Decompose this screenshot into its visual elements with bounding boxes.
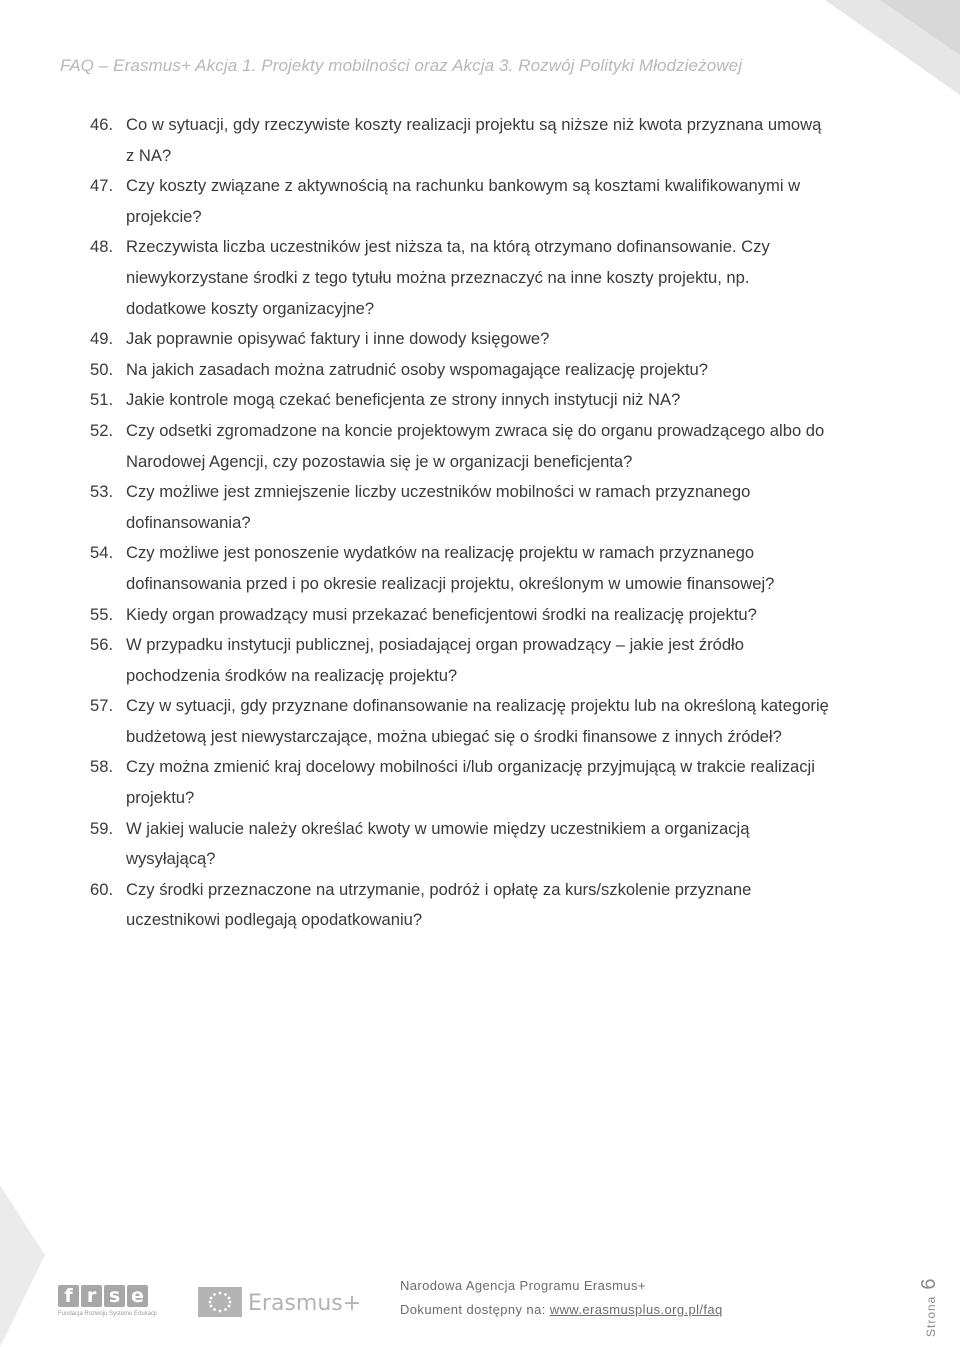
faq-item-question: Jakie kontrole mogą czekać beneficjenta ze strony innych instytucji niż NA? xyxy=(126,390,681,410)
faq-item xyxy=(90,385,830,416)
frse-logo xyxy=(58,1285,157,1325)
faq-item-question: Co w sytuacji, gdy rzeczywiste koszty realizacji projektu są niższe niż kwota przyznana umową z NA? xyxy=(126,115,822,165)
faq-item-number: 54. xyxy=(90,543,114,563)
faq-item-number: 55. xyxy=(90,604,114,624)
faq-item xyxy=(90,600,830,631)
frse-letter-box: f xyxy=(58,1285,79,1307)
document-header: FAQ – Erasmus+ Akcja 1. Projekty mobilności oraz Akcja 3. Rozwój Polityki Młodzieżowej xyxy=(60,56,743,75)
page-number: 6 xyxy=(918,1278,940,1290)
footer-doc-prefix: Dokument dostępny na: xyxy=(400,1302,550,1317)
frse-letter-box: e xyxy=(127,1285,148,1307)
faq-item-question: Czy można zmienić kraj docelowy mobilności i/lub organizację przyjmującą w trakcie realizacji projektu? xyxy=(126,757,815,808)
faq-item-number: 59. xyxy=(90,818,114,838)
frse-letter-box: r xyxy=(81,1285,102,1307)
faq-item xyxy=(90,355,830,386)
frse-subtitle: Fundacja Rozwoju Systemu Edukacji xyxy=(58,1311,157,1317)
faq-item-number: 48. xyxy=(90,237,114,257)
faq-item-number: 57. xyxy=(90,696,114,716)
faq-item-question: W przypadku instytucji publicznej, posiadającej organ prowadzący – jakie jest źródło pochodzenia środków na realizację projektu? xyxy=(126,635,744,685)
frse-letters xyxy=(58,1285,154,1307)
faq-item-question: Czy w sytuacji, gdy przyznane dofinansowanie na realizację projektu lub na określoną kategorię budżetową jest niewystarczające, można ubiegać się o środki finansowe z innych źródeł? xyxy=(126,696,829,746)
faq-item xyxy=(90,538,830,599)
faq-item-number: 53. xyxy=(90,482,114,502)
faq-item-question: Czy odsetki zgromadzone na koncie projektowym zwraca się do organu prowadzącego albo do Narodowej Agencji, czy pozostawia się je w organizacji beneficjenta? xyxy=(126,420,825,471)
faq-item xyxy=(90,630,830,691)
eu-flag-icon xyxy=(198,1287,242,1317)
footer-document-note xyxy=(400,1302,723,1317)
faq-list xyxy=(90,110,830,936)
footer-agency: Narodowa Agencja Programu Erasmus+ xyxy=(400,1278,646,1293)
faq-item-question: Kiedy organ prowadzący musi przekazać beneficjentowi środki na realizację projektu? xyxy=(126,604,757,624)
faq-item xyxy=(90,324,830,355)
faq-item-number: 56. xyxy=(90,635,114,655)
faq-link[interactable]: www.erasmusplus.org.pl/faq xyxy=(549,1302,723,1317)
faq-item-question: Jak poprawnie opisywać faktury i inne dowody księgowe? xyxy=(126,329,550,349)
faq-item-number: 49. xyxy=(90,329,114,349)
faq-item-number: 60. xyxy=(90,879,114,899)
faq-item xyxy=(90,691,830,752)
faq-item-number: 50. xyxy=(90,359,114,379)
faq-item-question: Rzeczywista liczba uczestników jest niższa ta, na którą otrzymano dofinansowanie. Czy niewykorzystane środki z tego tytułu można przeznaczyć na inne koszty projektu, np. dodatkowe koszty organizacyjne? xyxy=(126,237,770,318)
faq-item xyxy=(90,171,830,232)
faq-item-question: Czy możliwe jest ponoszenie wydatków na realizację projektu w ramach przyznanego dofinansowania przed i po okresie realizacji projektu, określonym w umowie finansowej? xyxy=(126,543,775,593)
faq-item-number: 46. xyxy=(90,115,114,134)
faq-item-question: Na jakich zasadach można zatrudnić osoby wspomagające realizację projektu? xyxy=(126,359,709,379)
faq-item xyxy=(90,232,830,324)
faq-item-question: Czy środki przeznaczone na utrzymanie, podróż i opłatę za kurs/szkolenie przyznane uczestnikowi podlegają opodatkowaniu? xyxy=(126,879,752,930)
page-label: Strona xyxy=(924,1295,938,1337)
corner-decoration-bottom xyxy=(0,1185,45,1347)
corner-decoration-top xyxy=(770,0,960,95)
page-marker xyxy=(918,1262,942,1337)
faq-item xyxy=(90,110,830,171)
erasmus-logo-text: Erasmus+ xyxy=(248,1291,362,1316)
faq-item-question: Czy możliwe jest zmniejszenie liczby uczestników mobilności w ramach przyznanego dofinansowania? xyxy=(126,482,751,532)
faq-item-number: 51. xyxy=(90,390,114,410)
faq-item-number: 52. xyxy=(90,420,114,440)
faq-item xyxy=(90,416,830,477)
faq-item-number: 58. xyxy=(90,757,114,777)
faq-item-number: 47. xyxy=(90,176,114,196)
faq-item xyxy=(90,477,830,538)
faq-item xyxy=(90,752,830,813)
frse-letter-box: s xyxy=(104,1285,125,1307)
faq-item-question: W jakiej walucie należy określać kwoty w umowie między uczestnikiem a organizacją wysyłającą? xyxy=(126,818,750,869)
faq-item xyxy=(90,875,830,936)
faq-item xyxy=(90,814,830,875)
faq-item-question: Czy koszty związane z aktywnością na rachunku bankowym są kosztami kwalifikowanymi w projekcie? xyxy=(126,176,801,226)
